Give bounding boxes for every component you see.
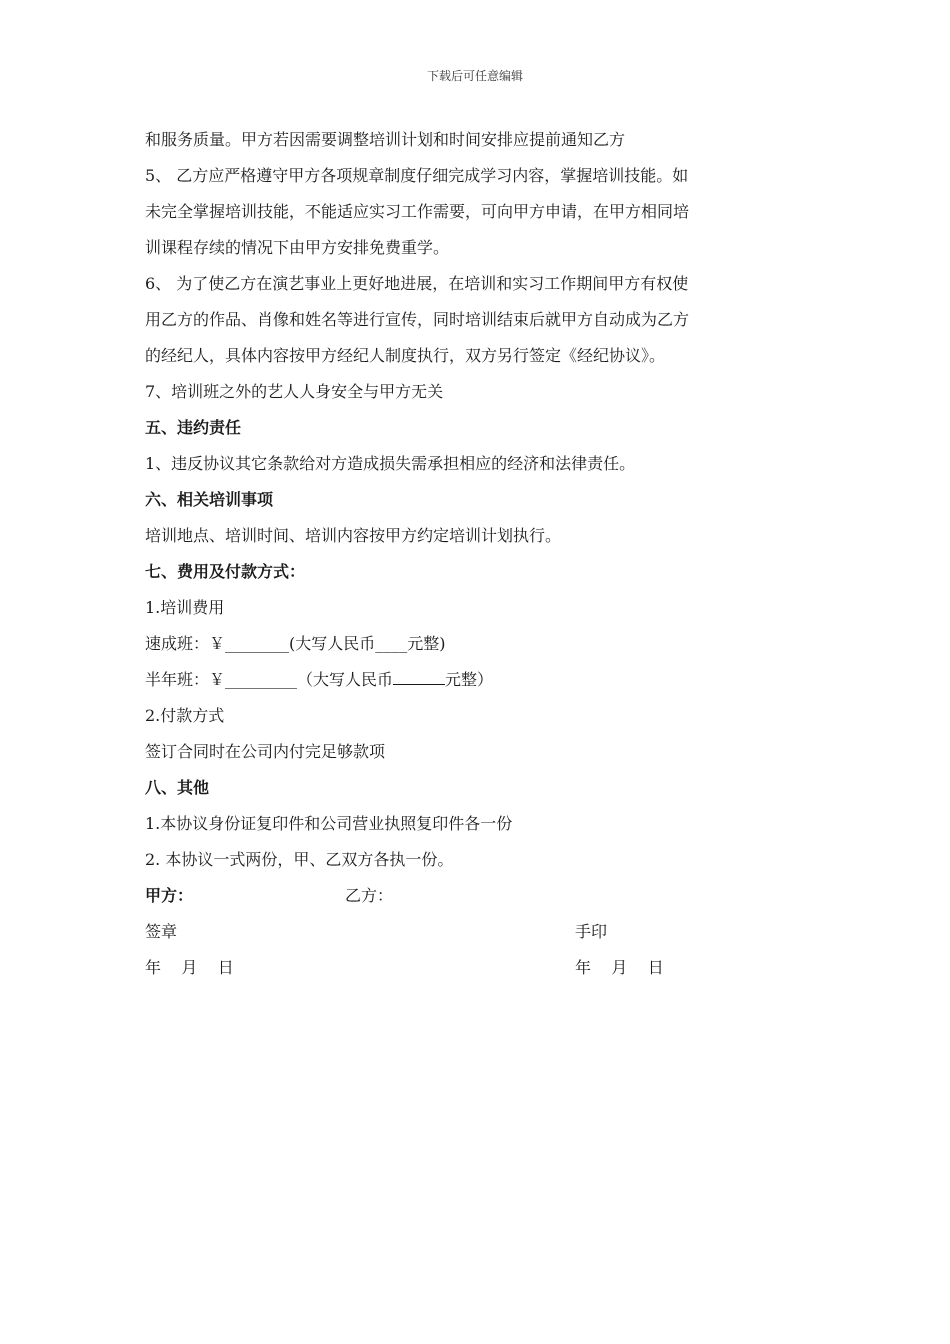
payment-method-label: 2.付款方式 <box>145 706 225 725</box>
clause-7: 7、培训班之外的艺人人身安全与甲方无关 <box>145 382 444 401</box>
document-body <box>145 122 805 986</box>
section-8-item-2: 2. 本协议一式两份，甲、乙双方各执一份。 <box>145 850 454 869</box>
party-a-label: 甲方： <box>145 886 194 905</box>
fingerprint-label: 手印 <box>575 922 608 941</box>
section-8-item-1: 1.本协议身份证复印件和公司营业执照复印件各一份 <box>145 814 513 833</box>
clause-5-line-3: 训课程存续的情况下由甲方安排免费重学。 <box>145 238 450 257</box>
section-heading-7: 七、费用及付款方式： <box>145 562 306 581</box>
training-fee-label: 1.培训费用 <box>145 598 225 617</box>
section-heading-6: 六、相关培训事项 <box>145 490 274 509</box>
signature-date-row <box>145 950 805 986</box>
section-5-item-1: 1、违反协议其它条款给对方造成损失需承担相应的经济和法律责任。 <box>145 454 636 473</box>
paragraph: 和服务质量。甲方若因需要调整培训计划和时间安排应提前通知乙方 <box>145 130 626 149</box>
seal-label: 签章 <box>145 922 178 941</box>
signature-party-row <box>145 878 805 914</box>
amount-blank-line <box>393 684 445 685</box>
page-header: 下载后可任意编辑 <box>426 69 523 83</box>
fast-class-fee: 速成班：￥________(大写人民币____元整) <box>145 634 446 653</box>
payment-method-text: 签订合同时在公司内付完足够款项 <box>145 742 386 761</box>
half-year-class-fee <box>145 662 805 698</box>
date-left: 年 月 日 <box>145 958 234 977</box>
section-heading-8: 八、其他 <box>145 778 210 797</box>
half-year-fee-prefix: 半年班：￥_________（大写人民币 <box>145 670 394 689</box>
date-right: 年 月 日 <box>575 958 664 977</box>
party-b-label: 乙方： <box>345 886 394 905</box>
half-year-fee-suffix: 元整） <box>445 670 494 689</box>
clause-5-line-2: 未完全掌握培训技能，不能适应实习工作需要，可向甲方申请，在甲方相同培 <box>145 202 690 221</box>
section-6-text: 培训地点、培训时间、培训内容按甲方约定培训计划执行。 <box>145 526 562 545</box>
clause-6-line-1: 6、 为了使乙方在演艺事业上更好地进展，在培训和实习工作期间甲方有权使 <box>145 274 689 293</box>
clause-6-line-2: 用乙方的作品、肖像和姓名等进行宣传，同时培训结束后就甲方自动成为乙方 <box>145 310 690 329</box>
section-heading-5: 五、违约责任 <box>145 418 242 437</box>
clause-5-line-1: 5、 乙方应严格遵守甲方各项规章制度仔细完成学习内容，掌握培训技能。如 <box>145 166 689 185</box>
signature-seal-row <box>145 914 805 950</box>
clause-6-line-3: 的经纪人，具体内容按甲方经纪人制度执行，双方另行签定《经纪协议》。 <box>145 346 666 365</box>
